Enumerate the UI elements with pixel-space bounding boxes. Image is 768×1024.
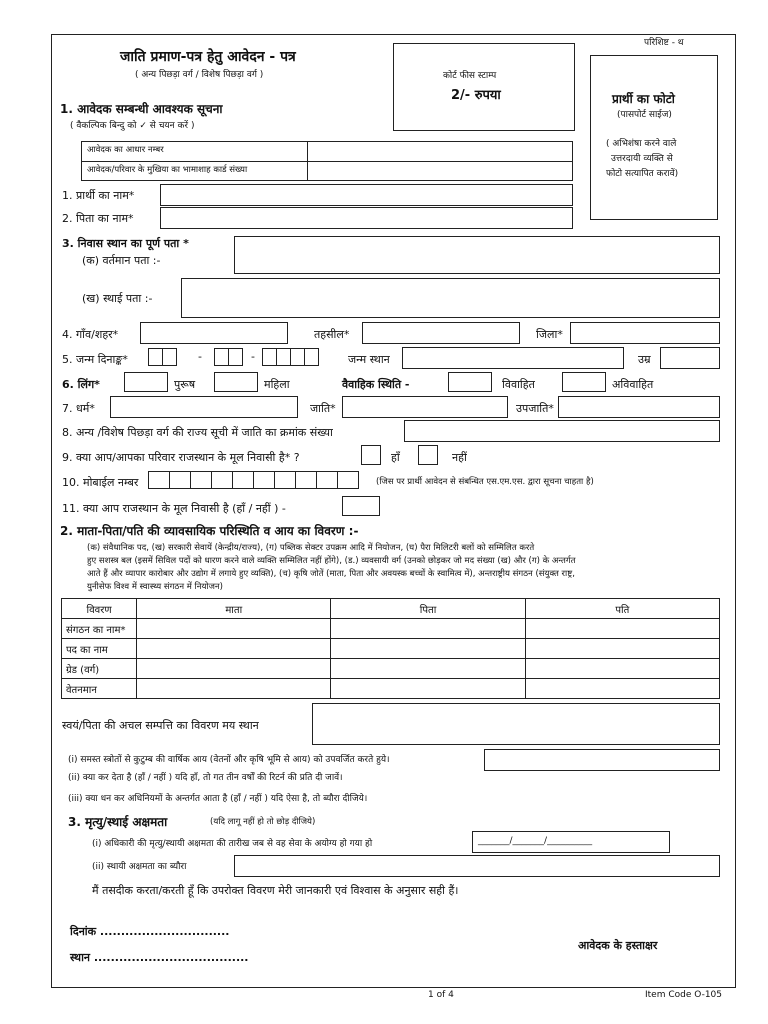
male-label: पुरूष	[174, 378, 196, 391]
appendix-label: परिशिष्ट - थ	[644, 38, 684, 48]
age-input[interactable]	[660, 347, 720, 369]
disability-input[interactable]	[234, 855, 720, 877]
table-cell[interactable]	[331, 679, 525, 699]
id-table-divider	[81, 161, 573, 162]
male-checkbox[interactable]	[124, 372, 168, 392]
married-label: विवाहित	[502, 378, 535, 391]
stamp-label: कोर्ट फीस स्टाम्प	[443, 71, 497, 81]
form-subtitle: ( अन्य पिछड़ा वर्ग / विशेष पिछड़ा वर्ग )	[135, 70, 264, 80]
father-name-label: 2. पिता का नाम*	[62, 212, 134, 225]
female-checkbox[interactable]	[214, 372, 258, 392]
section3-heading: 3. मृत्यु/स्थाई अक्षमता	[68, 815, 168, 829]
declaration-text: मैं तसदीक करता/करती हूँ कि उपरोक्त विवरण मेरी जानकारी एवं विश्वास के अनुसार सही हैं।	[92, 884, 459, 897]
table-cell[interactable]	[331, 619, 525, 639]
native-yes-label: हाँ	[391, 451, 400, 464]
annual-income-label: (i) समस्त स्त्रोतों से कुटुम्ब की वार्षिक आय (वेतनों और कृषि भूमि से आय) को उपवर्जित करते हुये।	[68, 755, 390, 765]
birthplace-input[interactable]	[402, 347, 624, 369]
applicant-name-input[interactable]	[160, 184, 573, 206]
table-header: पति	[525, 599, 719, 619]
stamp-value: 2/- रुपया	[451, 88, 501, 103]
table-cell[interactable]	[525, 619, 719, 639]
section3-heading-note: (यदि लागू नहीं हो तो छोड़ दीजिये)	[210, 817, 316, 827]
native-no-checkbox[interactable]	[418, 445, 438, 465]
caste-input[interactable]	[342, 396, 508, 418]
wealth-tax-label: (iii) क्या धन कर अधिनियमों के अन्तर्गत आता है (हाँ / नहीं ) यदि ऐसा है, तो ब्यौरा दीजिये।	[68, 794, 368, 804]
photo-note-1: ( अभिशंषा करने वाले	[606, 139, 677, 149]
caste-label: जाति*	[310, 402, 336, 415]
table-row	[62, 639, 720, 659]
marital-status-label: वैवाहिक स्थिति -	[342, 378, 410, 391]
row-label: वेतनमान	[62, 679, 137, 699]
income-table	[61, 598, 720, 699]
current-address-label: (क) वर्तमान पता :-	[82, 254, 161, 267]
table-header: माता	[137, 599, 331, 619]
occupation-para-2: हुए सशस्त्र बल (इसमें सिविल पदों को धारण करने वाले व्यक्ति सम्मिलित नहीं होंगे), (ड.) व्यवसायी वर्ग (उनको छोड़कर जो मद संख्या (ख) और (ग) के अन्तर्गत	[87, 556, 576, 566]
table-row	[62, 679, 720, 699]
district-label: जिला*	[536, 328, 563, 341]
native-label: 9. क्या आप/आपका परिवार राजस्थान के मूल निवासी है* ?	[62, 451, 300, 464]
table-header: विवरण	[62, 599, 137, 619]
religion-input[interactable]	[110, 396, 298, 418]
dob-sep-1: -	[198, 350, 202, 363]
subcaste-label: उपजाति*	[516, 402, 554, 415]
permanent-address-label: (ख) स्थाई पता :-	[82, 292, 153, 305]
bhamashah-input[interactable]	[309, 163, 571, 179]
photo-title: प्रार्थी का फोटो	[612, 92, 675, 106]
table-cell[interactable]	[331, 659, 525, 679]
occupation-para-3: आते हैं और व्यापार कारोबार और उद्योग में लगाये हुए व्यक्ति), (च) कृषि जोतें (माता, पिता और अवयस्क बच्चों के स्वामित्व में), अन्तराष्ट्रीय संगठन (संयुक्त राष्ट्र,	[87, 569, 575, 579]
photo-subtitle: (पासपोर्ट साईज)	[617, 110, 672, 120]
row-label: संगठन का नाम*	[62, 619, 137, 639]
occupation-para-1: (क) संवैधानिक पद, (ख) सरकारी सेवायें (केन्द्रीय/राज्य), (ग) पब्लिक सेक्टर उपक्रम आदि में नियोजन, (घ) पैरा मिलिटरी बलों को सम्मिलित करते	[87, 543, 535, 553]
signature-label: आवेदक के हस्ताक्षर	[578, 939, 658, 952]
subcaste-input[interactable]	[558, 396, 720, 418]
section1-heading: 1. आवेदक सम्बन्धी आवश्यक सूचना	[60, 102, 223, 116]
death-date-label: (i) अधिकारी की मृत्यु/स्थायी अक्षमता की तारीख जब से वह सेवा के अयोग्य हो गया हो	[92, 839, 373, 849]
dob-sep-2: -	[251, 350, 255, 363]
date-label: दिनांक ...............................	[70, 925, 230, 938]
photo-box	[590, 55, 718, 220]
applicant-name-label: 1. प्रार्थी का नाम*	[62, 189, 135, 202]
table-row	[62, 619, 720, 639]
form-title: जाति प्रमाण-पत्र हेतु आवेदन - पत्र	[120, 49, 296, 65]
mobile-cells[interactable]	[148, 471, 358, 489]
birthplace-label: जन्म स्थान	[348, 353, 390, 366]
table-cell[interactable]	[525, 679, 719, 699]
mobile-note: (जिस पर प्रार्थी आवेदन से संबन्धित एस.एम.एस. द्वारा सूचना चाहता है)	[376, 477, 594, 487]
bhamashah-label: आवेदक/परिवार के मुखिया का भामाशाह कार्ड संख्या	[87, 165, 248, 175]
table-header: पिता	[331, 599, 525, 619]
district-input[interactable]	[570, 322, 720, 344]
dob-month-cells[interactable]	[214, 348, 242, 366]
tehsil-input[interactable]	[362, 322, 520, 344]
table-cell[interactable]	[525, 659, 719, 679]
place-label: स्थान .....................................	[70, 951, 249, 964]
mobile-label: 10. मोबाईल नम्बर	[62, 476, 139, 489]
page-number: 1 of 4	[428, 990, 454, 1000]
section2-heading: 2. माता-पिता/पति की व्यावसायिक परिस्थिति व आय का विवरण :-	[60, 524, 359, 538]
religion-label: 7. धर्म*	[62, 402, 95, 415]
rajasthan-native-label: 11. क्या आप राजस्थान के मूल निवासी है (हाँ / नहीं ) -	[62, 502, 286, 515]
court-fee-stamp-box	[393, 43, 575, 131]
tax-label: (ii) क्या कर देता है (हाँ / नहीं ) यदि हाँ, तो गत तीन वर्षों की रिटर्न की प्रति दी जावें।	[68, 773, 343, 783]
photo-note-2: उत्तरदायी व्यक्ति से	[611, 154, 673, 164]
occupation-para-4: युनीसेफ विश्व में स्वास्थ्य संगठन में नियोजन)	[87, 582, 223, 592]
aadhaar-input[interactable]	[309, 143, 571, 159]
native-no-label: नहीं	[452, 451, 467, 464]
annual-income-input[interactable]	[484, 749, 720, 771]
tehsil-label: तहसील*	[314, 328, 350, 341]
table-row	[62, 659, 720, 679]
table-cell[interactable]	[137, 659, 331, 679]
row-label: ग्रेड (वर्ग)	[62, 659, 137, 679]
rajasthan-native-input[interactable]	[342, 496, 380, 516]
father-name-input[interactable]	[160, 207, 573, 229]
section1-hint: ( वैकल्पिक बिन्दु को ✓ से चयन करें )	[70, 121, 195, 131]
property-label: स्वयं/पिता की अचल सम्पत्ति का विवरण मय स्थान	[62, 719, 259, 732]
caste-serial-input[interactable]	[404, 420, 720, 442]
death-date-blank: _______/_______/__________	[478, 836, 593, 846]
current-address-input[interactable]	[234, 236, 720, 274]
table-cell[interactable]	[137, 639, 331, 659]
permanent-address-input[interactable]	[181, 278, 720, 318]
unmarried-label: अविवाहित	[612, 378, 654, 391]
dob-year-cells[interactable]	[262, 348, 318, 366]
aadhaar-label: आवेदक का आधार नम्बर	[87, 145, 164, 155]
village-label: 4. गाँव/शहर*	[62, 328, 119, 341]
id-table-col-divider	[307, 141, 308, 181]
table-header-row	[62, 599, 720, 619]
table-cell[interactable]	[525, 639, 719, 659]
table-cell[interactable]	[137, 679, 331, 699]
property-input[interactable]	[312, 703, 720, 745]
unmarried-checkbox[interactable]	[562, 372, 606, 392]
gender-label: 6. लिंग*	[62, 378, 100, 391]
table-cell[interactable]	[331, 639, 525, 659]
item-code: Item Code O-105	[645, 990, 723, 1000]
caste-serial-label: 8. अन्य /विशेष पिछड़ा वर्ग की राज्य सूची में जाति का क्रमांक संख्या	[62, 426, 333, 439]
native-yes-checkbox[interactable]	[361, 445, 381, 465]
address-label: 3. निवास स्थान का पूर्ण पता *	[62, 237, 189, 250]
table-cell[interactable]	[137, 619, 331, 639]
disability-label: (ii) स्थायी अक्षमता का ब्यौरा	[92, 862, 187, 872]
female-label: महिला	[264, 378, 290, 391]
row-label: पद का नाम	[62, 639, 137, 659]
age-label: उम्र	[638, 353, 651, 366]
village-input[interactable]	[140, 322, 288, 344]
married-checkbox[interactable]	[448, 372, 492, 392]
dob-label: 5. जन्म दिनाङ्क*	[62, 353, 128, 366]
photo-note-3: फोटो सत्यापित करावें)	[606, 169, 679, 179]
dob-day-cells[interactable]	[148, 348, 176, 366]
